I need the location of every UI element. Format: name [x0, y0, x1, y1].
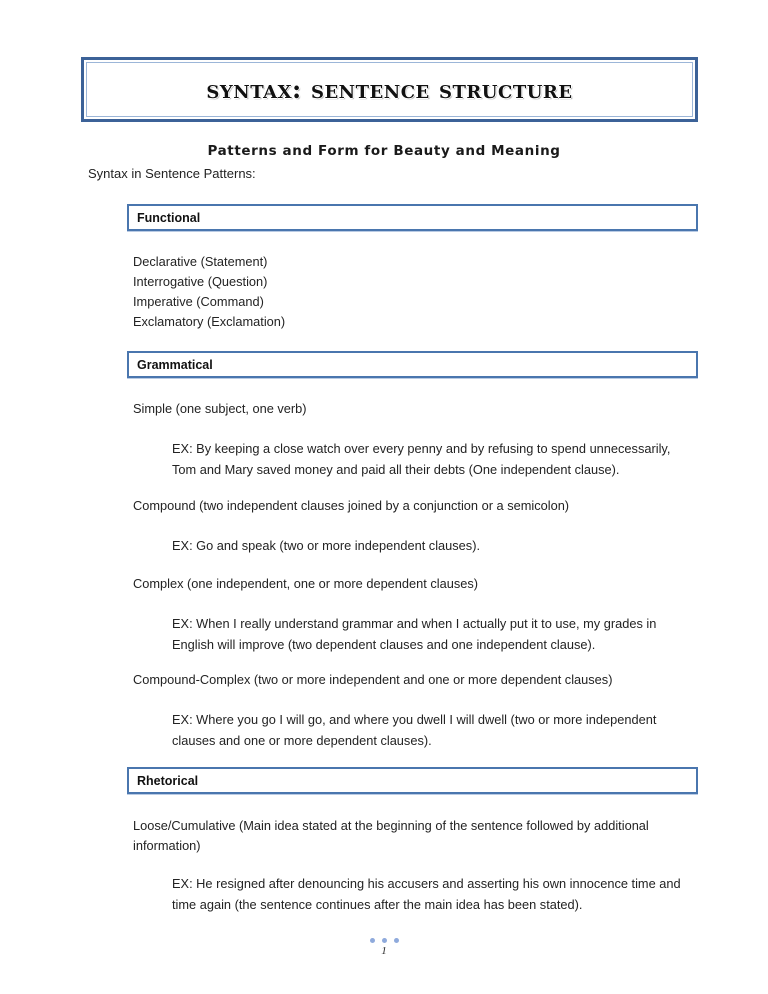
functional-item-exclamatory: Exclamatory (Exclamation)	[133, 314, 286, 329]
rhetorical-term-loose-cumulative: Loose/Cumulative (Main idea stated at the beginning of the sentence followed by additional information)	[133, 818, 649, 853]
section-header-functional-label: Functional	[137, 210, 201, 225]
section-header-grammatical	[127, 351, 698, 378]
footer-dot-icon	[370, 938, 375, 943]
document-title-banner	[81, 57, 698, 122]
functional-item-imperative: Imperative (Command)	[133, 294, 264, 309]
grammatical-example-compound-complex: EX: Where you go I will go, and where you dwell I will dwell (two or more independent clauses and one or more dependent clauses).	[172, 712, 657, 748]
section-header-rhetorical-label: Rhetorical	[137, 773, 199, 788]
footer-dots-ornament	[0, 938, 768, 943]
functional-item-interrogative: Interrogative (Question)	[133, 274, 268, 289]
document-subtitle: Patterns and Form for Beauty and Meaning	[207, 143, 561, 159]
page-title: syntax: sentence structure	[206, 75, 573, 104]
grammatical-example-compound: EX: Go and speak (two or more independent clauses).	[172, 538, 481, 553]
grammatical-term-complex: Complex (one independent, one or more dependent clauses)	[133, 576, 479, 591]
section-header-grammatical-label: Grammatical	[137, 357, 213, 372]
grammatical-example-simple: EX: By keeping a close watch over every penny and by refusing to spend unnecessarily, Tom and Mary saved money and paid all their debts (One independent clause).	[172, 441, 671, 477]
rhetorical-example-loose-cumulative: EX: He resigned after denouncing his accusers and asserting his own innocence time and time again (the sentence continues after the main idea has been stated).	[172, 876, 681, 912]
grammatical-term-compound-complex: Compound-Complex (two or more independent and one or more dependent clauses)	[133, 672, 613, 687]
footer-dot-icon	[382, 938, 387, 943]
functional-item-declarative: Declarative (Statement)	[133, 254, 268, 269]
grammatical-example-complex: EX: When I really understand grammar and when I actually put it to use, my grades in English will improve (two dependent clauses and one independent clause).	[172, 616, 657, 652]
lead-in-text: Syntax in Sentence Patterns:	[88, 166, 256, 181]
page-number: 1	[381, 945, 387, 957]
grammatical-term-simple: Simple (one subject, one verb)	[133, 401, 307, 416]
section-header-functional	[127, 204, 698, 231]
section-header-rhetorical	[127, 767, 698, 794]
grammatical-term-compound: Compound (two independent clauses joined by a conjunction or a semicolon)	[133, 498, 570, 513]
page-footer	[0, 938, 768, 957]
footer-dot-icon	[394, 938, 399, 943]
document-title-banner-inner	[86, 62, 693, 117]
